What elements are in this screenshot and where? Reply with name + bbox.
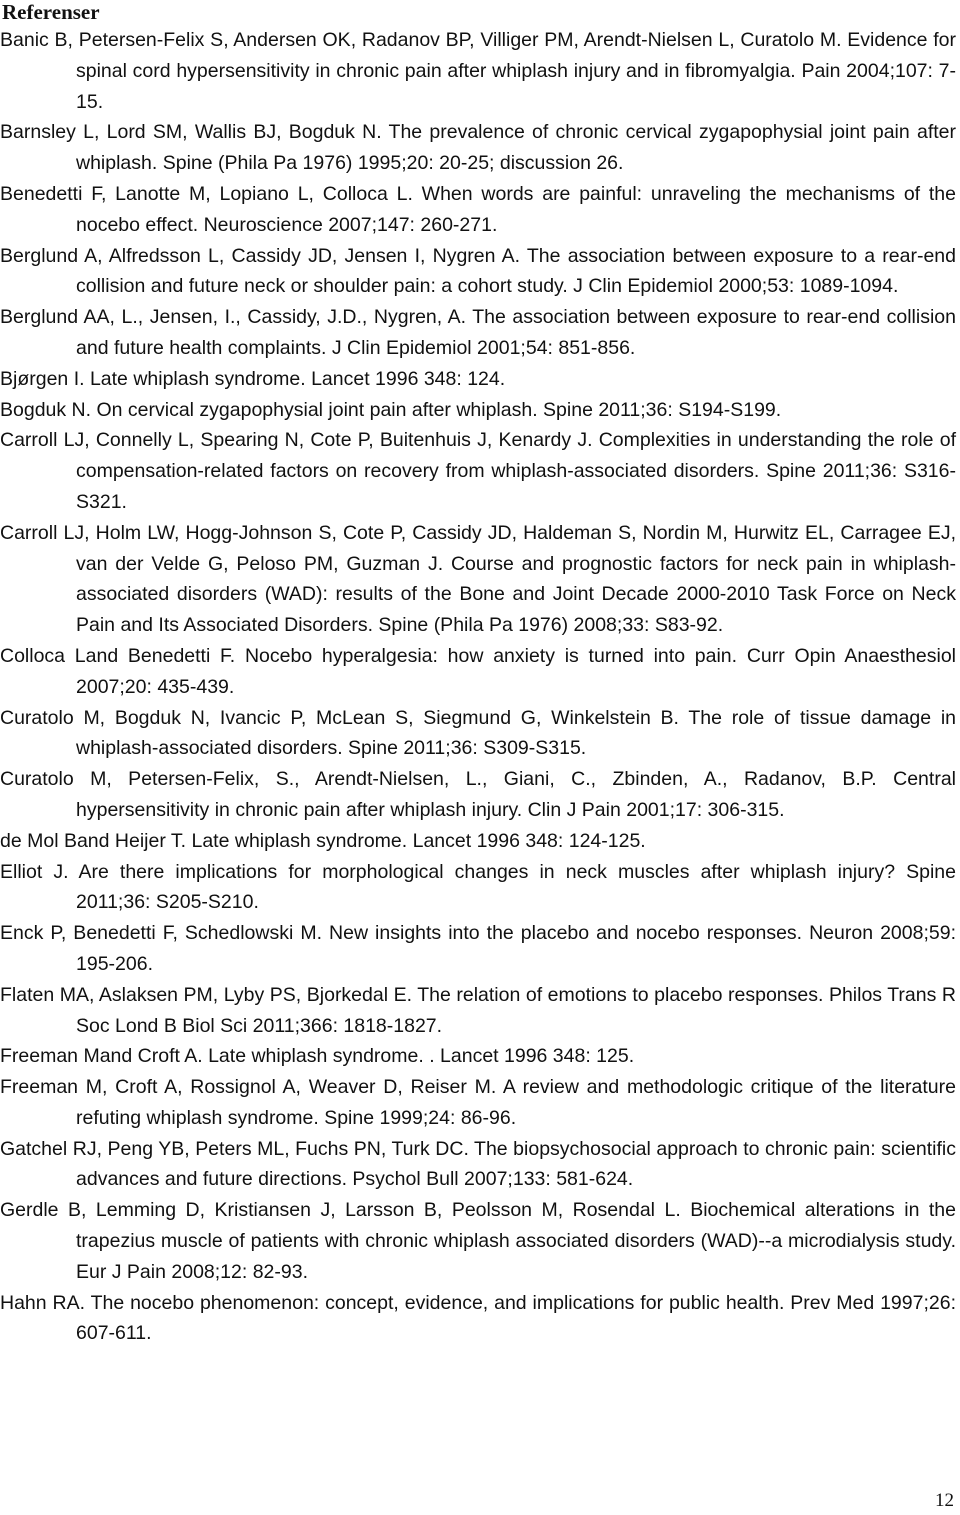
reference-item: Elliot J. Are there implications for morphological changes in neck muscles after whiplash injury? Spine 2011;36: S205-S210.: [0, 860, 956, 914]
reference-item: Barnsley L, Lord SM, Wallis BJ, Bogduk N. The prevalence of chronic cervical zygapophysial joint pain after whiplash. Spine (Phila Pa 1976) 1995;20: 20-25; discussion 26.: [0, 121, 956, 175]
reference-item: Berglund AA, L., Jensen, I., Cassidy, J.D., Nygren, A. The association between exposure to rear-end collision and future health complaints. J Clin Epidemiol 2001;54: 851-856.: [0, 306, 956, 359]
reference-item: Benedetti F, Lanotte M, Lopiano L, Colloca L. When words are painful: unraveling the mechanisms of the nocebo effect. Neuroscience 2007;147: 260-271.: [0, 182, 956, 236]
reference-item: Carroll LJ, Connelly L, Spearing N, Cote P, Buitenhuis J, Kenardy J. Complexities in understanding the role of compensation-related factors on recovery from whiplash-associated disorders. Spine 2011;36: S316-S321.: [0, 429, 956, 513]
reference-item: Colloca Land Benedetti F. Nocebo hyperalgesia: how anxiety is turned into pain. Curr Opin Anaesthesiol 2007;20: 435-439.: [0, 644, 956, 698]
reference-item: Gerdle B, Lemming D, Kristiansen J, Larsson B, Peolsson M, Rosendal L. Biochemical alterations in the trapezius muscle of patients with chronic whiplash associated disorders (WAD)--a microdialysis study. Eur J Pain 2008;12: 82-93.: [0, 1199, 956, 1283]
reference-item: Carroll LJ, Holm LW, Hogg-Johnson S, Cote P, Cassidy JD, Haldeman S, Nordin M, Hurwitz EL, Carragee EJ, van der Velde G, Peloso PM, Guzman J. Course and prognostic factors for neck pain in whiplash-associated disorders (WAD): results of the Bone and Joint Decade 2000-2010 Task Force on Neck Pain and Its Associated Disorders. Spine (Phila Pa 1976) 2008;33: S83-92.: [0, 521, 956, 637]
reference-item: de Mol Band Heijer T. Late whiplash syndrome. Lancet 1996 348: 124-125.: [0, 829, 646, 852]
reference-item: Berglund A, Alfredsson L, Cassidy JD, Jensen I, Nygren A. The association between exposure to a rear-end collision and future neck or shoulder pain: a cohort study. J Clin Epidemiol 2000;53: 1089-1094.: [0, 244, 956, 298]
reference-item: Banic B, Petersen-Felix S, Andersen OK, Radanov BP, Villiger PM, Arendt-Nielsen L, Curatolo M. Evidence for spinal cord hypersensitivity in chronic pain after whiplash injury and in fibromyalgia. Pain 2004;107: 7-15.: [0, 29, 956, 113]
reference-item: Flaten MA, Aslaksen PM, Lyby PS, Bjorkedal E. The relation of emotions to placebo responses. Philos Trans R Soc Lond B Biol Sci 2011;366: 1818-1827.: [0, 983, 956, 1037]
page-heading: Referenser: [2, 0, 100, 24]
reference-item: Freeman M, Croft A, Rossignol A, Weaver D, Reiser M. A review and methodologic critique of the literature refuting whiplash syndrome. Spine 1999;24: 86-96.: [0, 1076, 956, 1129]
reference-item: Curatolo M, Petersen-Felix, S., Arendt-Nielsen, L., Giani, C., Zbinden, A., Radanov, B.P. Central hypersensitivity in chronic pain after whiplash injury. Clin J Pain 2001;17: 306-315.: [0, 768, 956, 821]
reference-item: Freeman Mand Croft A. Late whiplash syndrome. . Lancet 1996 348: 125.: [0, 1045, 635, 1068]
reference-item: Bjørgen I. Late whiplash syndrome. Lancet 1996 348: 124.: [0, 367, 506, 390]
page-number: 12: [935, 1490, 954, 1511]
reference-list: [0, 25, 956, 1349]
reference-item: Gatchel RJ, Peng YB, Peters ML, Fuchs PN, Turk DC. The biopsychosocial approach to chronic pain: scientific advances and future directions. Psychol Bull 2007;133: 581-624.: [0, 1137, 956, 1191]
reference-item: Hahn RA. The nocebo phenomenon: concept, evidence, and implications for public health. Prev Med 1997;26: 607-611.: [0, 1291, 956, 1345]
reference-item: Curatolo M, Bogduk N, Ivancic P, McLean S, Siegmund G, Winkelstein B. The role of tissue damage in whiplash-associated disorders. Spine 2011;36: S309-S315.: [0, 706, 956, 760]
reference-item: Bogduk N. On cervical zygapophysial joint pain after whiplash. Spine 2011;36: S194-S199.: [0, 398, 782, 421]
reference-item: Enck P, Benedetti F, Schedlowski M. New insights into the placebo and nocebo responses. Neuron 2008;59: 195-206.: [0, 922, 956, 975]
